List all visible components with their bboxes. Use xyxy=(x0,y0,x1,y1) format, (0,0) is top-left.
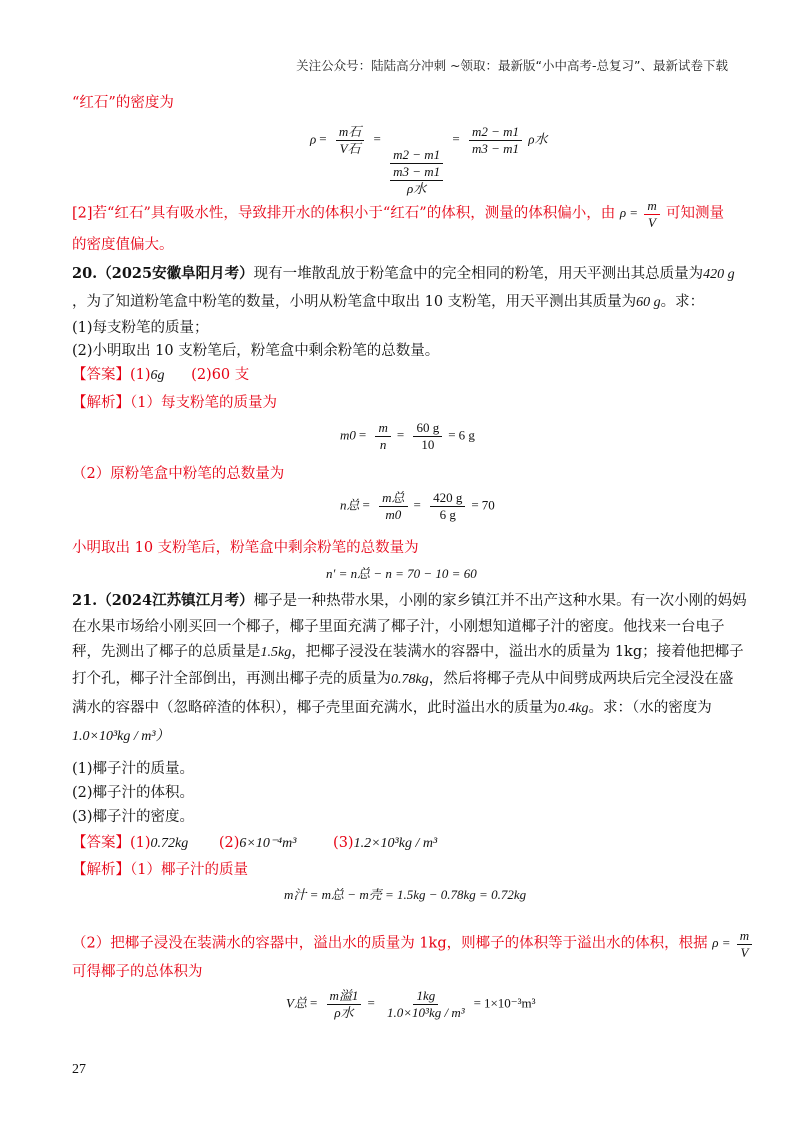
q21-formula1: m汁 = m总 − m壳 = 1.5kg − 0.78kg = 0.72kg xyxy=(284,887,527,902)
q21-analysis1: 【解析】（1）椰子汁的质量 xyxy=(72,862,248,878)
absorbency-explanation: [2]若“红石”具有吸水性，导致排开水的体积小于“红石”的体积，测量的体积偏小，由 ρ = $\frac{m}{V}$ 可知测量 xyxy=(72,198,724,230)
q21-sub1: (1)椰子汁的质量。 xyxy=(72,761,195,777)
page-number: 27 xyxy=(72,1062,86,1077)
q21-analysis2: （2）把椰子浸没在装满水的容器中，溢出水的质量为 1kg，则椰子的体积等于溢出水的体积，根据 ρ = $\frac{m}{V}$ xyxy=(72,928,755,961)
q20-formula2: n总 = $\frac{\text{m总}}{m0}$ = $\frac{420 g}{6 g}$ = 70 xyxy=(340,490,495,522)
q21-analysis2-cont: 可得椰子的总体积为 xyxy=(72,964,203,980)
red-stone-density-label: “红石”的密度为 xyxy=(72,95,174,111)
q20-analysis1: 【解析】（1）每支粉笔的质量为 xyxy=(72,395,277,411)
q21-line3: 秤，先测出了椰子的总质量是1.5kg，把椰子浸没在装满水的容器中，溢出水的质量为 1kg；接着他把椰子 xyxy=(72,644,744,660)
q21-answer: 【答案】(1)0.72kg (2)6×10⁻⁴m³ (3)1.2×10³kg / m³ xyxy=(72,835,438,851)
q20-formula1: m0 = $\frac{m}{n}$ = $\frac{60 g}{10}$ = 6 g xyxy=(340,420,475,452)
q21-sub2: (2)椰子汁的体积。 xyxy=(72,785,195,801)
q20-formula3: n′ = n总 − n = 70 − 10 = 60 xyxy=(326,566,477,581)
q21-formula2: V总 = $\frac{\text{m溢1}}{\text{ρ水}}$ = $\frac{1kg}{\text{1.0×10³kg / m³}}$ = 1×10⁻³m³ xyxy=(286,988,536,1020)
q20-line2: ，为了知道粉笔盒中粉笔的数量，小明从粉笔盒中取出 10 支粉笔，用天平测出其质量为60 g。求： xyxy=(72,294,705,310)
q20-analysis2: （2）原粉笔盒中粉笔的总数量为 xyxy=(72,466,285,482)
q20-answer: 【答案】(1)6g (2)60 支 xyxy=(72,367,250,383)
q20-line1: 20.（2025安徽阜阳月考）现有一堆散乱放于粉笔盒中的完全相同的粉笔，用天平测出其总质量为420 g xyxy=(72,265,735,282)
q20-sub2: (2)小明取出 10 支粉笔后，粉笔盒中剩余粉笔的总数量。 xyxy=(72,343,440,359)
q21-line2: 在水果市场给小刚买回一个椰子，椰子里面充满了椰子汁，小刚想知道椰子汁的密度。他找来一台电子 xyxy=(72,619,725,635)
absorbency-conclusion: 的密度值偏大。 xyxy=(72,237,174,253)
q20-sub1: (1)每支粉笔的质量； xyxy=(72,320,209,336)
q21-sub3: (3)椰子汁的密度。 xyxy=(72,809,195,825)
q21-water-density: 1.0×10³kg / m³） xyxy=(72,729,170,744)
page-header: 关注公众号：陆陆高分冲刺 ~领取：最新版“小中高考-总复习”、最新试卷下载 xyxy=(296,58,728,73)
red-stone-density-formula: ρ = $\frac{\text{m石}}{\text{V石}}$ = m2 − m1 m3 − m1 ρ水 = $\frac{m2 - m1}{m3 - m1}$ ρ水 xyxy=(310,124,548,197)
q21-line1: 21.（2024江苏镇江月考）椰子是一种热带水果，小刚的家乡镇江并不出产这种水果。有一次小刚的妈妈 xyxy=(72,592,747,609)
q20-analysis3: 小明取出 10 支粉笔后，粉笔盒中剩余粉笔的总数量为 xyxy=(72,540,419,556)
q21-line5: 满水的容器中（忽略碎渣的体积），椰子壳里面充满水，此时溢出水的质量为0.4kg。求：（水的密度为 xyxy=(72,700,712,716)
q21-line4: 打个孔，椰子汁全部倒出，再测出椰子壳的质量为0.78kg，然后将椰子壳从中间劈成两块后完全浸没在盛 xyxy=(72,671,734,687)
